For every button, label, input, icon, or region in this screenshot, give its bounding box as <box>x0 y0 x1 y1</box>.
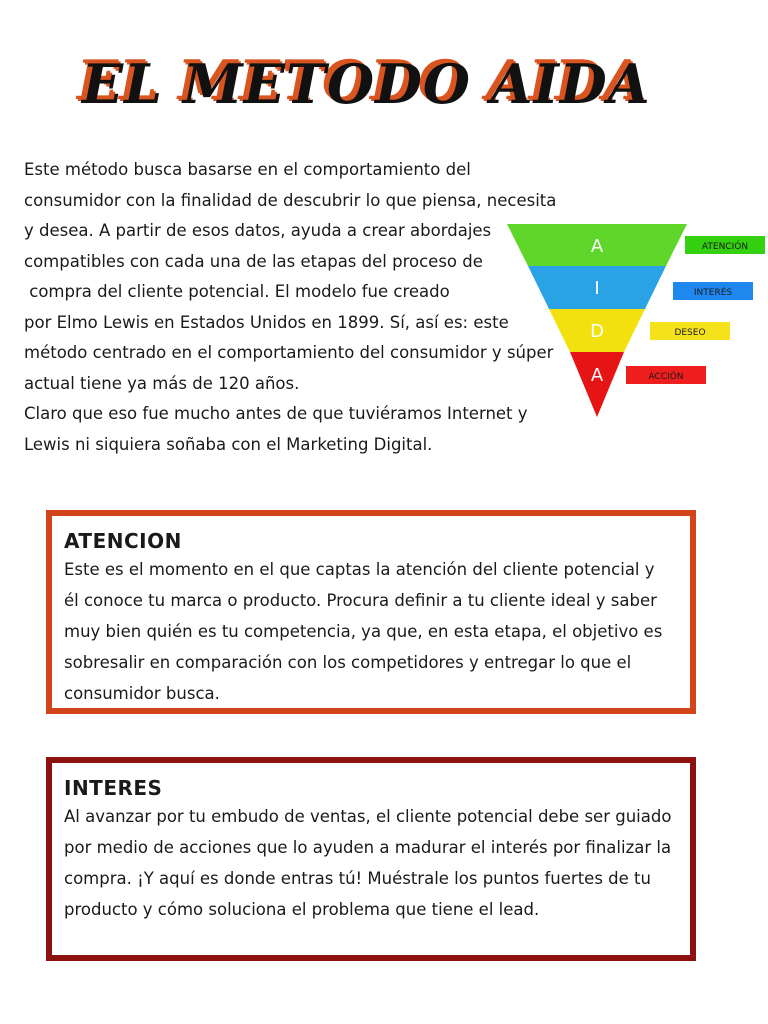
page-title: EL METODO AIDA <box>82 52 651 116</box>
interes-line: Al avanzar por tu embudo de ventas, el cliente potencial debe ser guiado <box>64 807 672 826</box>
funnel-letter: A <box>590 236 604 257</box>
intro-line: compra del cliente potencial. El modelo fue creado <box>24 282 450 301</box>
intro-paragraph <box>24 155 564 460</box>
intro-line: por Elmo Lewis en Estados Unidos en 1899. Sí, así es: este <box>24 312 509 332</box>
intro-line: y desea. A partir de esos datos, ayuda a crear abordajes <box>24 221 492 240</box>
intro-line: Este método busca basarse en el comportamiento del <box>24 160 471 179</box>
interes-line: por medio de acciones que lo ayuden a madurar el interés por finalizar la <box>64 838 672 857</box>
interes-heading: INTERES <box>64 776 163 800</box>
funnel-label-atencion: ATENCIÓN <box>701 242 749 252</box>
interes-section <box>46 757 696 961</box>
intro-line: consumidor con la finalidad de descubrir lo que piensa, necesita <box>24 190 557 210</box>
aida-funnel-diagram <box>505 222 767 422</box>
atencion-line: consumidor busca. <box>64 684 220 703</box>
funnel-letter: D <box>590 321 604 342</box>
funnel-letter: I <box>594 278 600 299</box>
intro-line: Claro que eso fue mucho antes de que tuviéramos Internet y <box>24 404 528 423</box>
funnel-label-accion: ACCIÓN <box>648 372 684 382</box>
funnel-letter: A <box>590 365 604 386</box>
funnel-label-deseo: DESEO <box>674 328 706 338</box>
intro-line: Lewis ni siquiera soñaba con el Marketing Digital. <box>24 434 433 454</box>
atencion-line: él conoce tu marca o producto. Procura definir a tu cliente ideal y saber <box>64 591 657 610</box>
funnel-label-interes: INTERÉS <box>693 288 733 298</box>
atencion-line: sobresalir en comparación con los competidores y entregar lo que el <box>64 653 632 672</box>
atencion-line: Este es el momento en el que captas la atención del cliente potencial y <box>64 560 655 579</box>
intro-line: compatibles con cada una de las etapas del proceso de <box>24 251 483 271</box>
interes-line: producto y cómo soluciona el problema que tiene el lead. <box>64 900 540 919</box>
intro-line: actual tiene ya más de 120 años. <box>24 373 300 393</box>
intro-line: método centrado en el comportamiento del consumidor y súper <box>24 343 554 362</box>
atencion-heading: ATENCION <box>64 529 182 553</box>
atencion-line: muy bien quién es tu competencia, ya que, en esta etapa, el objetivo es <box>64 622 663 641</box>
interes-line: compra. ¡Y aquí es donde entras tú! Muéstrale los puntos fuertes de tu <box>64 869 651 888</box>
atencion-section <box>46 510 696 714</box>
